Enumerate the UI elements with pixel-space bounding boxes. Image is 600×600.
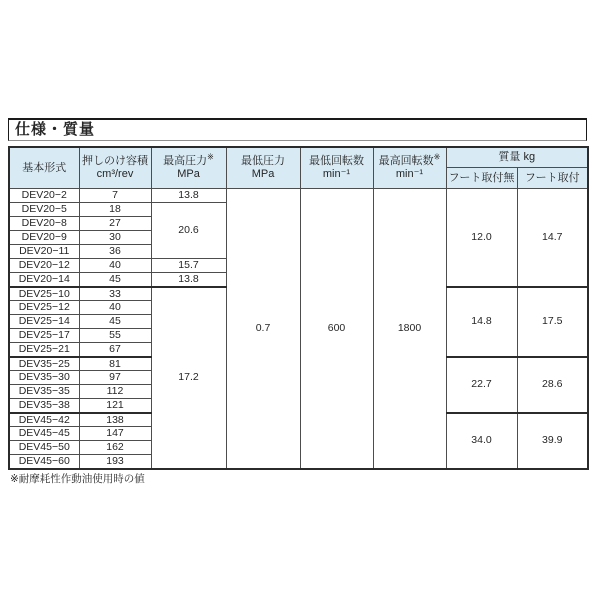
header-mass: 質量 kg <box>446 147 588 168</box>
header-pressure-max <box>151 147 226 189</box>
disp-cell: 67 <box>79 343 151 357</box>
disp-cell: 138 <box>79 413 151 427</box>
model-cell: DEV20−14 <box>9 273 79 287</box>
model-cell: DEV45−60 <box>9 455 79 469</box>
mass-no-foot-cell: 14.8 <box>446 287 517 357</box>
model-cell: DEV45−45 <box>9 427 79 441</box>
model-cell: DEV20−2 <box>9 189 79 203</box>
disp-cell: 147 <box>79 427 151 441</box>
header-model <box>9 147 79 189</box>
disp-cell: 121 <box>79 399 151 413</box>
pmax-cell: 13.8 <box>151 273 226 287</box>
nmax-cell: 1800 <box>373 189 446 469</box>
header-mass-no-foot: フート取付無 <box>446 168 517 189</box>
disp-cell: 162 <box>79 441 151 455</box>
header-speed-max-line1: 最高回転数 <box>378 155 434 168</box>
disp-cell: 33 <box>79 287 151 301</box>
header-pressure-min-line1: 最低圧力 <box>241 155 285 168</box>
model-cell: DEV20−11 <box>9 245 79 259</box>
mass-foot-cell: 17.5 <box>517 287 588 357</box>
header-displacement-line1: 押しのけ容積 <box>82 155 148 168</box>
header-displacement-unit: cm³/rev <box>96 168 134 180</box>
header-speed-min-line1: 最低回転数 <box>309 155 364 168</box>
disp-cell: 30 <box>79 231 151 245</box>
disp-cell: 40 <box>79 301 151 315</box>
header-displacement <box>79 147 151 189</box>
pmax-cell: 15.7 <box>151 259 226 273</box>
disp-cell: 36 <box>79 245 151 259</box>
page-title: 仕様・質量 <box>15 121 96 138</box>
header-speed-min <box>300 147 373 189</box>
model-cell: DEV25−12 <box>9 301 79 315</box>
mass-no-foot-cell: 12.0 <box>446 189 517 287</box>
nmin-cell: 600 <box>300 189 373 469</box>
model-cell: DEV20−5 <box>9 203 79 217</box>
mass-foot-cell: 14.7 <box>517 189 588 287</box>
header-speed-max-unit: min⁻¹ <box>395 168 424 180</box>
header-mass-foot: フート取付 <box>517 168 588 189</box>
header-speed-min-unit: min⁻¹ <box>322 168 351 180</box>
disp-cell: 193 <box>79 455 151 469</box>
disp-cell: 45 <box>79 315 151 329</box>
disp-cell: 7 <box>79 189 151 203</box>
model-cell: DEV25−10 <box>9 287 79 301</box>
disp-cell: 40 <box>79 259 151 273</box>
disp-cell: 81 <box>79 357 151 371</box>
header-row-1 <box>9 147 588 168</box>
model-cell: DEV25−21 <box>9 343 79 357</box>
mass-no-foot-cell: 22.7 <box>446 357 517 413</box>
section-title-box <box>8 118 587 141</box>
model-cell: DEV35−25 <box>9 357 79 371</box>
header-pressure-min-unit: MPa <box>251 168 275 180</box>
disp-cell: 97 <box>79 371 151 385</box>
mass-foot-cell: 39.9 <box>517 413 588 469</box>
mass-no-foot-cell: 34.0 <box>446 413 517 469</box>
pmin-cell: 0.7 <box>226 189 300 469</box>
model-cell: DEV35−30 <box>9 371 79 385</box>
model-cell: DEV25−14 <box>9 315 79 329</box>
footnote: ※耐摩耗性作動油使用時の値 <box>10 473 145 485</box>
pmax-cell: 17.2 <box>151 287 226 469</box>
pmax-cell: 13.8 <box>151 189 226 203</box>
pmax-cell: 20.6 <box>151 203 226 259</box>
header-model-label: 基本形式 <box>22 161 67 174</box>
header-pressure-max-line1: 最高圧力 <box>163 155 208 168</box>
disp-cell: 112 <box>79 385 151 399</box>
model-cell: DEV20−12 <box>9 259 79 273</box>
spec-table <box>8 146 589 470</box>
table-row <box>9 189 588 203</box>
model-cell: DEV20−9 <box>9 231 79 245</box>
model-cell: DEV35−38 <box>9 399 79 413</box>
disp-cell: 27 <box>79 217 151 231</box>
model-cell: DEV35−35 <box>9 385 79 399</box>
disp-cell: 18 <box>79 203 151 217</box>
header-pressure-max-unit: MPa <box>177 168 200 180</box>
disp-cell: 45 <box>79 273 151 287</box>
model-cell: DEV45−42 <box>9 413 79 427</box>
disp-cell: 55 <box>79 329 151 343</box>
footnote-mark-icon: ※ <box>207 152 214 162</box>
header-pressure-min <box>226 147 300 189</box>
header-speed-max <box>373 147 446 189</box>
model-cell: DEV20−8 <box>9 217 79 231</box>
footnote-mark-icon: ※ <box>433 152 441 162</box>
model-cell: DEV45−50 <box>9 441 79 455</box>
model-cell: DEV25−17 <box>9 329 79 343</box>
mass-foot-cell: 28.6 <box>517 357 588 413</box>
